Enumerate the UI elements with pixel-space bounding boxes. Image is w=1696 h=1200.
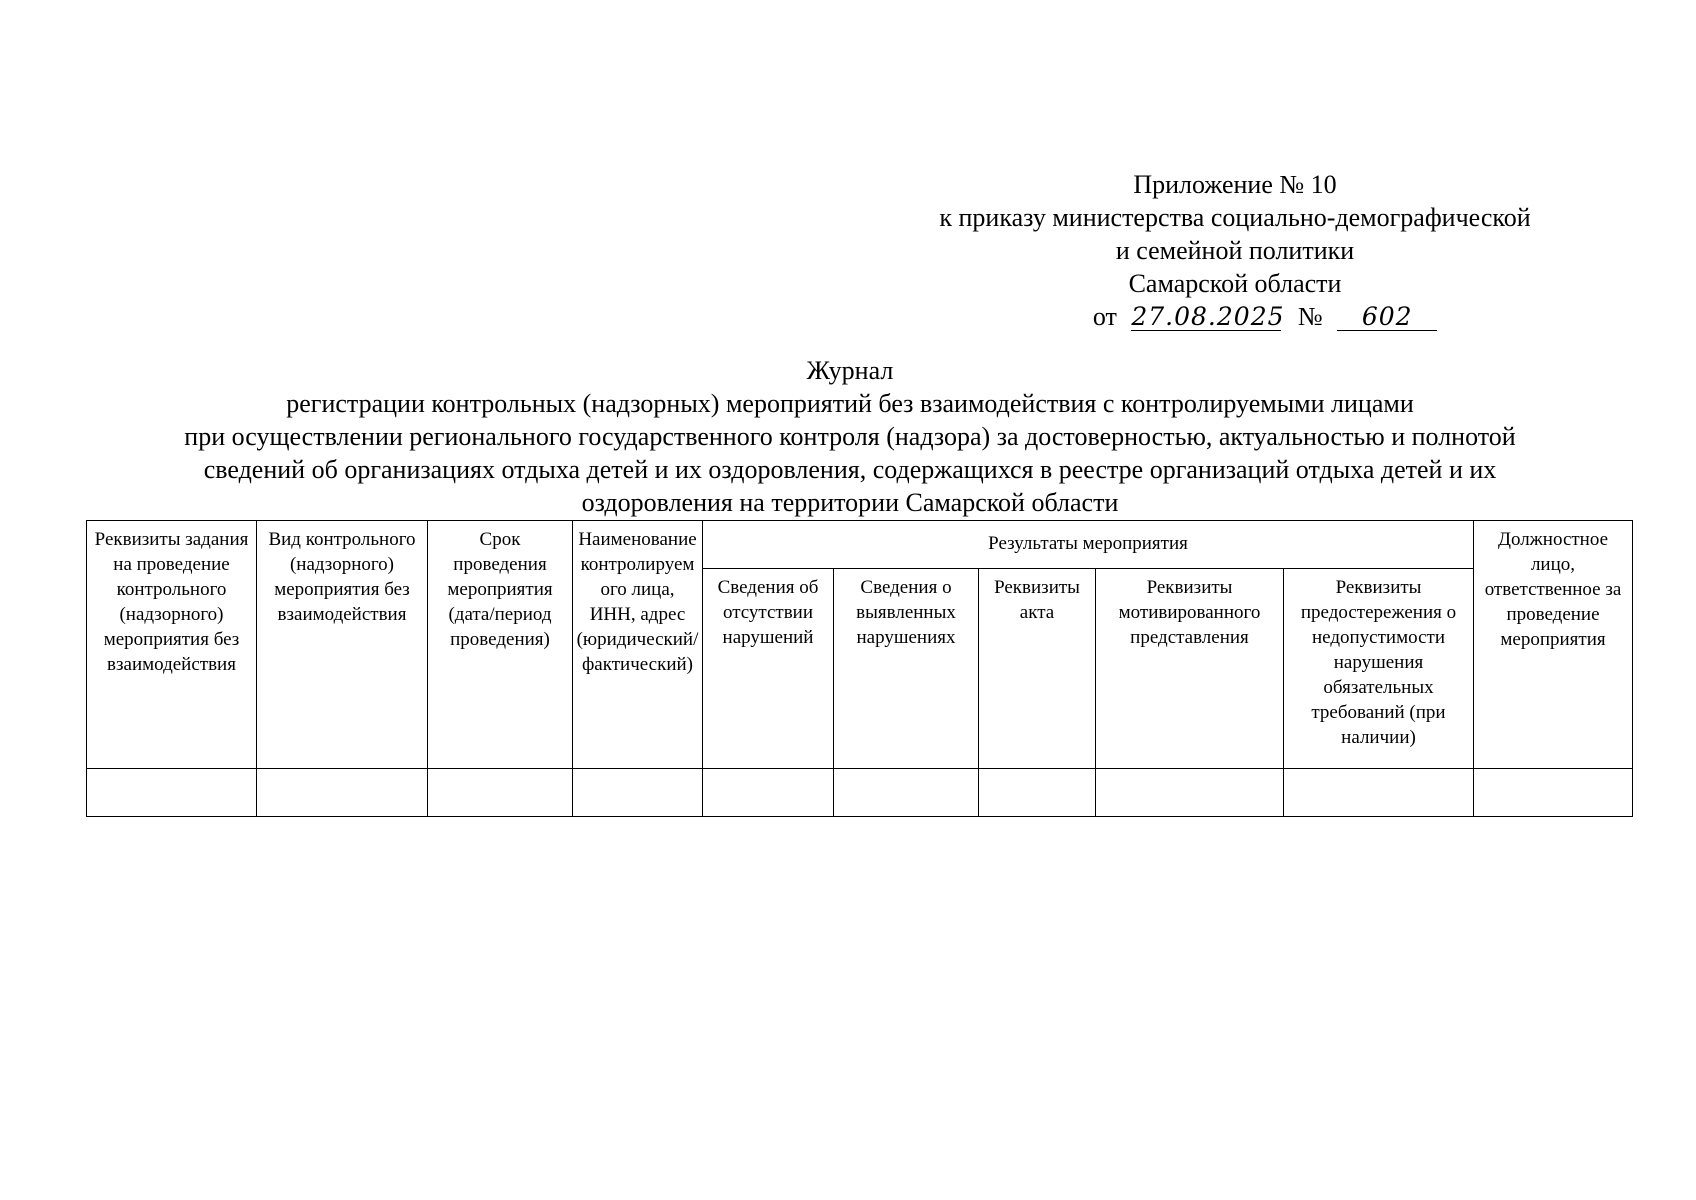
number-label: № [1297, 302, 1323, 331]
handwritten-date: 27.08.2025 [1131, 302, 1285, 331]
journal-table [86, 520, 1633, 817]
title-line-4: сведений об организациях отдыха детей и их оздоровления, содержащихся в реестре организаций отдыха детей и их [203, 455, 1497, 484]
from-label: от [1092, 302, 1117, 331]
handwritten-number: 602 [1337, 304, 1437, 331]
table-cell [979, 769, 1096, 817]
document-title [60, 354, 1640, 519]
title-line-5: оздоровления на территории Самарской области [581, 488, 1119, 517]
header-event-period: Срок проведения мероприятия (дата/период проведения) [428, 521, 573, 769]
table-cell [703, 769, 834, 817]
title-heading: Журнал [806, 356, 894, 385]
header-no-violations: Сведения об отсутствии нарушений [703, 569, 834, 769]
table-cell [1474, 769, 1633, 817]
table-cell [1284, 769, 1474, 817]
table-cell [257, 769, 428, 817]
table-header-row [87, 521, 1633, 569]
table-row [87, 769, 1633, 817]
table-cell [428, 769, 573, 817]
header-act-details: Реквизиты акта [979, 569, 1096, 769]
appendix-number: Приложение № 10 [1133, 170, 1337, 199]
appendix-date-line [880, 300, 1590, 333]
header-responsible-official: Должностное лицо, ответственное за проведение мероприятия [1474, 521, 1633, 769]
table-cell [573, 769, 703, 817]
header-violations-found: Сведения о выявленных нарушениях [834, 569, 979, 769]
appendix-ministry: и семейной политики [1115, 236, 1355, 265]
header-motivated-submission: Реквизиты мотивированного представления [1096, 569, 1284, 769]
table-cell [834, 769, 979, 817]
appendix-region: Самарской области [1128, 269, 1342, 298]
appendix-header [880, 168, 1590, 333]
header-task-details: Реквизиты задания на проведение контрольного (надзорного) мероприятия без взаимодействия [87, 521, 257, 769]
table-cell [87, 769, 257, 817]
header-event-type: Вид контрольного (надзорного) мероприятия без взаимодействия [257, 521, 428, 769]
title-line-2: регистрации контрольных (надзорных) мероприятий без взаимодействия с контролируемыми лицами [286, 389, 1414, 418]
title-line-3: при осуществлении регионального государственного контроля (надзора) за достоверностью, актуальностью и полнотой [184, 422, 1516, 451]
table-cell [1096, 769, 1284, 817]
appendix-order-ref: к приказу министерства социально-демографической [939, 203, 1531, 232]
header-controlled-person: Наименование контролируемого лица, ИНН, адрес (юридический/фактический) [573, 521, 703, 769]
header-warning-details: Реквизиты предостережения о недопустимости нарушения обязательных требований (при наличии) [1284, 569, 1474, 769]
header-results-group: Результаты мероприятия [703, 521, 1474, 569]
